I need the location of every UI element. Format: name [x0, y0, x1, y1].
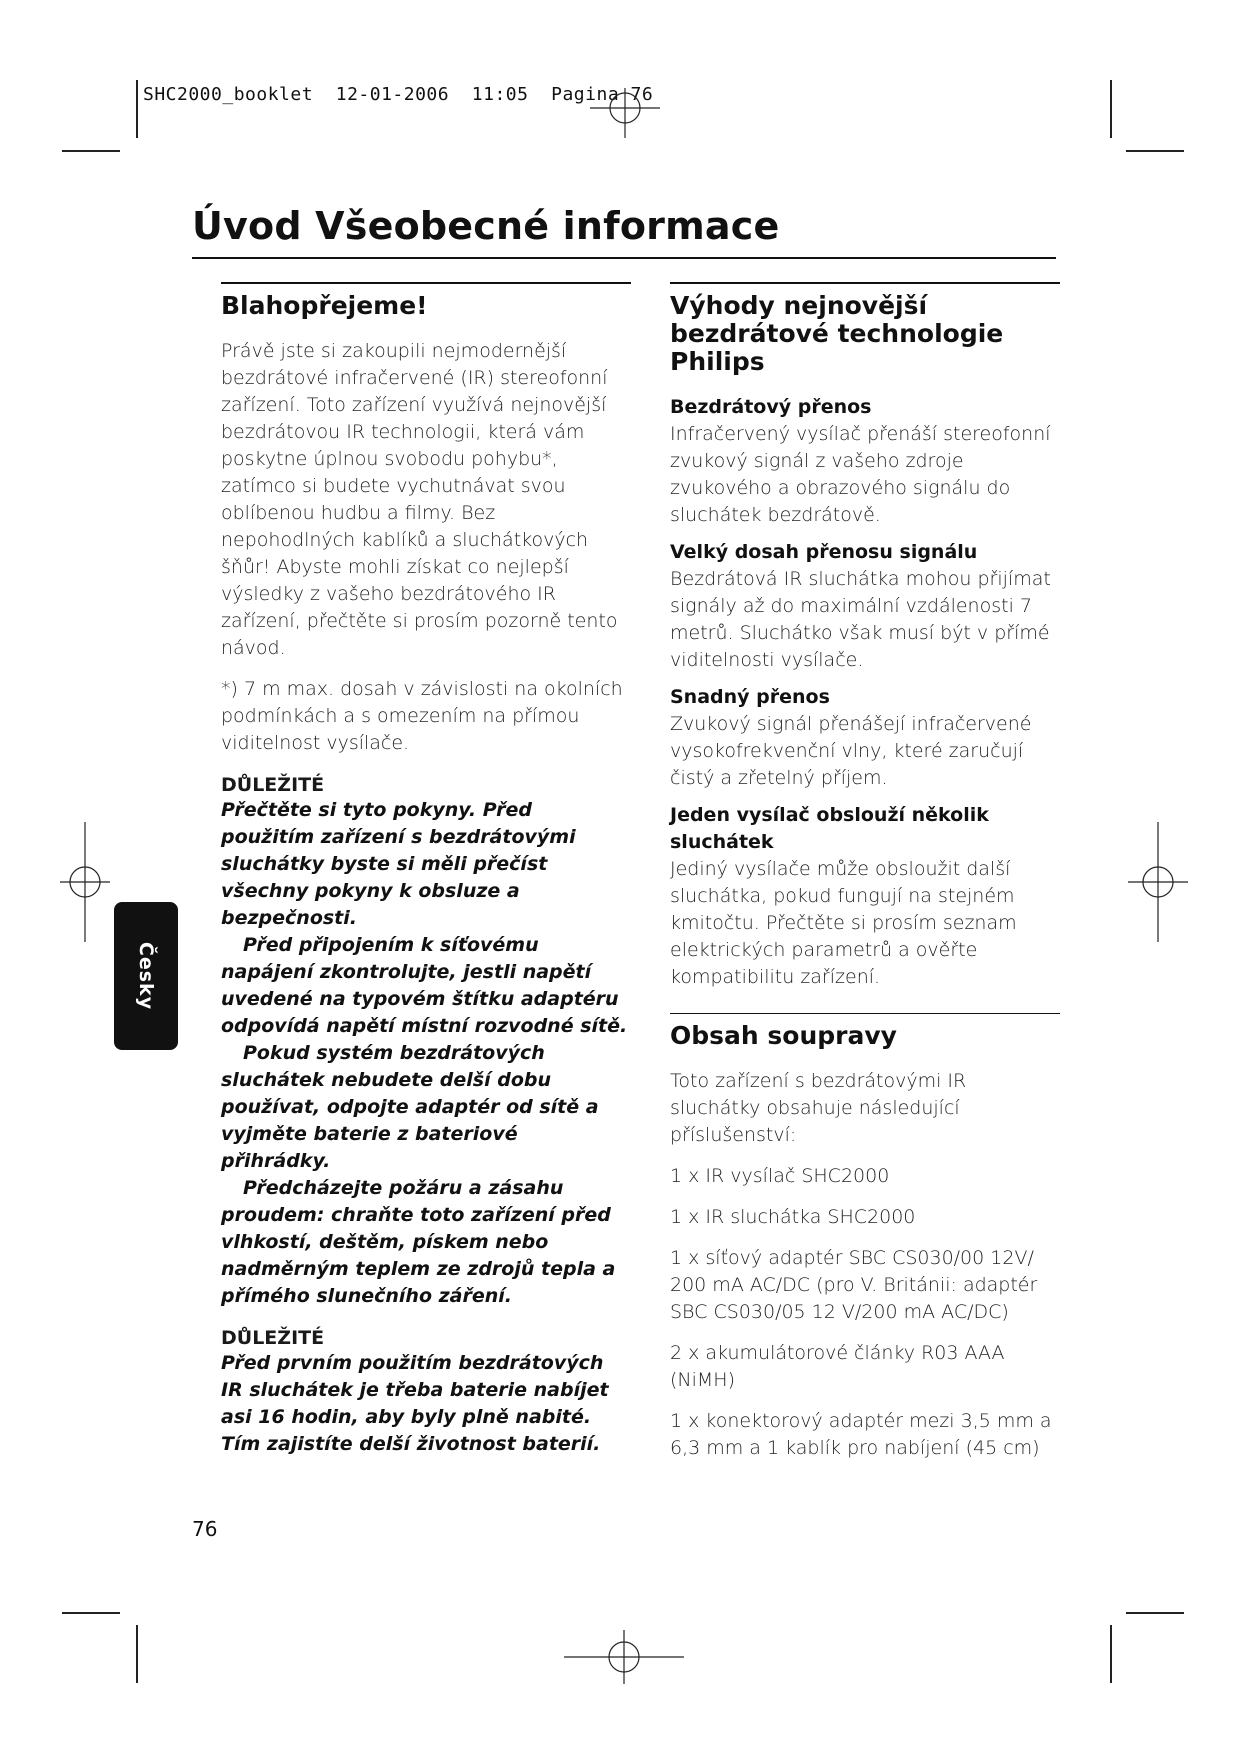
intro-paragraph: Právě jste si zakoupili nejmodernější bezdrátové infračervené (IR) stereofonní zařízení. Toto zařízení využívá nejnovější bezdrátovou IR technologii, která vám poskytne úplnou svobodu pohybu*, zatímco si budete vychutnávat svou oblíbenou hudbu a filmy. Bez nepohodlných kablíků a sluchátkových šňůr! Abyste mohli získat co nejlepší výsledky z vašeho bezdrátového IR zařízení, přečtěte si prosím pozorně tento návod. [221, 339, 618, 659]
footnote: *) 7 m max. dosah v závislosti na okolních podmínkách a s omezením na přímou viditelnost vysílače. [221, 677, 623, 754]
printer-slug: SHC2000_booklet 12-01-2006 11:05 Pagina 76 [143, 84, 654, 105]
section-divider [670, 282, 1060, 284]
crop-mark [1110, 1625, 1112, 1683]
language-tab [114, 902, 178, 1050]
language-tab-label: Česky [135, 941, 157, 1011]
package-item: 1 x konektorový adaptér mezi 3,5 mm a 6,3 mm a 1 kablík pro nabíjení (45 cm) [670, 1410, 1052, 1459]
title-divider [192, 257, 1056, 259]
page-number: 76 [192, 1517, 218, 1541]
crop-mark [1110, 80, 1112, 138]
advantages-heading: Výhody nejnovější bezdrátové technologie Philips [670, 290, 1004, 376]
section-divider [670, 1013, 1060, 1015]
important-text: Před prvním použitím bezdrátových IR sluchátek je třeba baterie nabíjet asi 16 hodin, aby byly plně nabité. Tím zajistíte delší životnost baterií. [221, 1351, 609, 1455]
page-title: Úvod Všeobecné informace [192, 204, 780, 248]
important-text: Pokud systém bezdrátových sluchátek nebudete delší dobu používat, odpojte adaptér od sítě a vyjměte baterie z bateriové přihrádky. [221, 1041, 599, 1172]
package-item: 1 x IR sluchátka SHC2000 [670, 1206, 916, 1228]
feature-title: Bezdrátový přenos [670, 395, 872, 418]
package-item: 1 x IR vysílač SHC2000 [670, 1165, 890, 1187]
crop-mark [62, 1612, 120, 1614]
section-divider [221, 282, 631, 284]
important-heading: DŮLEŽITÉ [221, 773, 325, 796]
registration-mark-left [60, 822, 110, 942]
feature-text: Zvukový signál přenášejí infračervené vysokofrekvenční vlny, které zaručují čistý a zřetelný příjem. [670, 712, 1032, 789]
crop-mark [1126, 150, 1184, 152]
feature-block [670, 684, 1060, 792]
feature-text: Bezdrátová IR sluchátka mohou přijímat signály až do maximální vzdálenosti 7 metrů. Sluchátko však musí být v přímé viditelnosti vysílače. [670, 567, 1051, 671]
registration-mark-bottom [564, 1630, 684, 1684]
crop-mark [62, 150, 120, 152]
registration-mark-right [1128, 822, 1188, 942]
left-column [221, 282, 631, 1458]
congratulations-heading: Blahopřejeme! [221, 290, 428, 320]
feature-text: Infračervený vysílač přenáší stereofonní zvukový signál z vašeho zdroje zvukového a obrazového signálu do sluchátek bezdrátově. [670, 422, 1051, 526]
registration-mark-top [590, 88, 660, 138]
package-contents-heading: Obsah soupravy [670, 1021, 897, 1050]
feature-title: Velký dosah přenosu signálu [670, 540, 978, 563]
package-intro: Toto zařízení s bezdrátovými IR sluchátky obsahuje následující příslušenství: [670, 1070, 967, 1146]
feature-block [670, 802, 1060, 991]
important-text: Přečtěte si tyto pokyny. Před použitím zařízení s bezdrátovými sluchátky byste si měli přečíst všechny pokyny k obsluze a bezpečnosti. [221, 798, 576, 929]
crop-mark [136, 80, 138, 138]
important-heading: DŮLEŽITÉ [221, 1326, 325, 1349]
feature-title: Snadný přenos [670, 685, 830, 708]
feature-title: Jeden vysílač obslouží několik sluchátek [670, 803, 989, 853]
feature-block [670, 539, 1060, 674]
feature-text: Jediný vysílače může obsloužit další sluchátka, pokud fungují na stejném kmitočtu. Přečtěte si prosím seznam elektrických parametrů a ověřte kompatibilitu zařízení. [670, 857, 1017, 988]
feature-block [670, 394, 1060, 529]
important-text: Před připojením k síťovému napájení zkontrolujte, jestli napětí uvedené na typovém štítku adaptéru odpovídá napětí místní rozvodné sítě. [221, 933, 628, 1037]
crop-mark [1126, 1612, 1184, 1614]
package-item: 2 x akumulátorové články R03 AAA (NiMH) [670, 1342, 1005, 1391]
crop-mark [136, 1625, 138, 1683]
package-item: 1 x síťový adaptér SBC CS030/00 12V/ 200 mA AC/DC (pro V. Británii: adaptér SBC CS030/05 12 V/200 mA AC/DC) [670, 1247, 1038, 1323]
important-text: Předcházejte požáru a zásahu proudem: chraňte toto zařízení před vlhkostí, deštěm, pískem nebo nadměrným teplem ze zdrojů tepla a přímého slunečního záření. [221, 1176, 616, 1307]
right-column [670, 282, 1060, 1476]
